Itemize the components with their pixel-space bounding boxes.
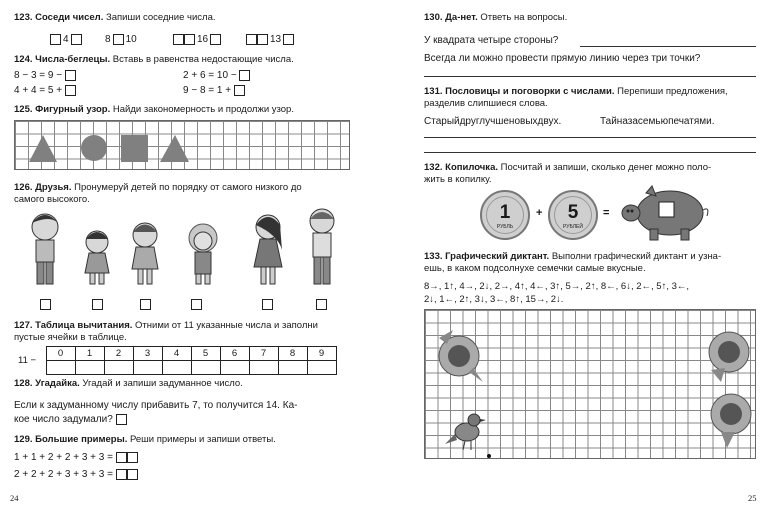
answer-box[interactable] [184, 34, 195, 45]
answer-cell[interactable] [220, 361, 249, 375]
riddle-line-2 [14, 414, 127, 426]
dictation-grid[interactable] [424, 309, 756, 459]
answer-line[interactable] [580, 46, 756, 47]
exercise-number: 133. [424, 251, 443, 262]
exercise-title: Графический диктант. [445, 251, 550, 262]
equation-text: 9 − 8 = 1 + [183, 85, 232, 97]
exercise-127-heading [14, 320, 318, 332]
circle-shape [81, 135, 107, 161]
big-example-2 [14, 469, 138, 481]
equation-text: 1 + 1 + 2 + 2 + 3 + 3 = [14, 452, 113, 464]
exercise-instruction: Перепиши предложения, [617, 86, 728, 97]
start-dot [487, 454, 491, 458]
answer-box[interactable] [246, 34, 257, 45]
equation-1 [14, 70, 76, 82]
exercise-instruction: Запиши соседние числа. [106, 12, 216, 23]
exercise-instruction: Выполни графический диктант и узна- [551, 251, 722, 262]
riddle-line-1 [14, 400, 297, 412]
pattern-shapes [15, 121, 351, 171]
exercise-title: Пословицы и поговорки с числами. [445, 86, 615, 97]
answer-box[interactable] [234, 85, 245, 96]
answer-cell[interactable] [133, 361, 162, 375]
exercise-instruction: Отними от 11 указанные числа и заполни [135, 320, 318, 331]
proverb-2 [600, 116, 715, 128]
big-example-1 [14, 452, 138, 464]
equation-text: 2 + 2 + 2 + 3 + 3 + 3 = [14, 469, 113, 481]
triangle-shape [29, 135, 57, 162]
exercise-number: 124. [14, 54, 33, 65]
exercise-instruction: Угадай и запиши задуманное число. [82, 378, 243, 389]
given-number: 10 [125, 34, 137, 45]
answer-box[interactable] [127, 452, 138, 463]
equation-3 [183, 70, 250, 82]
answer-line[interactable] [424, 137, 756, 138]
exercise-instruction: Найди закономерность и продолжи узор. [112, 104, 294, 115]
answer-box[interactable] [283, 34, 294, 45]
kid-order-box-5[interactable] [262, 299, 273, 310]
exercise-132-line2 [424, 174, 492, 186]
answer-box[interactable] [113, 34, 124, 45]
sunflower-3 [711, 394, 751, 448]
exercise-instruction: ешь, в каком подсолнухе семечки самые вкусные. [424, 263, 646, 274]
exercise-instruction: Вставь в равенства недостающие числа. [112, 54, 294, 65]
exercise-number: 126. [14, 182, 33, 193]
answer-box[interactable] [239, 70, 250, 81]
table-header-cell: 7 [249, 347, 278, 361]
exercise-instruction: Пронумеруй детей по порядку от самого низкого до [74, 182, 302, 193]
kid-1 [32, 214, 58, 284]
table-header-cell: 5 [191, 347, 220, 361]
exercise-instruction: жить в копилку. [424, 174, 492, 185]
exercise-123-heading [14, 12, 216, 24]
exercise-title: Копилочка. [445, 162, 498, 173]
triangle-shape [160, 135, 189, 162]
answer-box[interactable] [71, 34, 82, 45]
equation-text: 4 + 4 = 5 + [14, 85, 63, 97]
exercise-number: 130. [424, 12, 443, 23]
exercise-number: 125. [14, 104, 33, 115]
exercise-128-heading [14, 378, 243, 390]
exercise-title: Фигурный узор. [35, 104, 111, 115]
proverb-text: Старыйдруглучшеновыхдвух. [424, 116, 562, 127]
kid-6 [310, 209, 334, 284]
kids-illustration [20, 205, 350, 297]
neighbor-group-4 [246, 34, 294, 45]
neighbor-group-2 [103, 34, 139, 45]
exercise-title: Числа-беглецы. [35, 54, 111, 65]
square-shape [121, 135, 148, 162]
exercise-133-heading [424, 251, 721, 263]
kid-order-box-6[interactable] [316, 299, 327, 310]
answer-box[interactable] [92, 299, 103, 310]
exercise-125-heading [14, 104, 294, 116]
answer-box[interactable] [116, 414, 127, 425]
question-2 [424, 53, 700, 65]
given-number: 16 [197, 34, 209, 45]
equation-text: 8 − 3 = 9 − [14, 70, 63, 82]
exercise-131-line2 [424, 98, 548, 110]
kid-order-box-1[interactable] [40, 299, 51, 310]
kid-order-box-4[interactable] [191, 299, 202, 310]
coin-label: РУБЛЕЙ [563, 224, 583, 230]
table-answer-row [18, 361, 336, 375]
dictation-line-1 [424, 281, 689, 293]
exercise-title: Друзья. [35, 182, 72, 193]
coin-value: 1 [499, 202, 511, 223]
answer-box[interactable] [659, 202, 674, 217]
kid-4 [189, 224, 217, 284]
dictation-text: 8→, 1↑, 4→, 2↓, 2→, 4↑, 4←, 3↑, 5→, 2↑, 8←, 6↓, 2←, 5↑, 3←, [424, 281, 690, 292]
answer-cell[interactable] [162, 361, 191, 375]
dictation-line-2 [424, 294, 563, 306]
answer-box[interactable] [262, 299, 273, 310]
exercise-132-heading [424, 162, 711, 174]
bird-icon [445, 414, 486, 450]
exercise-133-line2 [424, 263, 646, 275]
riddle-text: Если к задуманному числу прибавить 7, то получится 14. Ка- [14, 400, 298, 411]
table-header-cell: 1 [75, 347, 104, 361]
answer-cell[interactable] [75, 361, 104, 375]
piggy-bank-icon [616, 184, 712, 242]
exercise-number: 129. [14, 434, 33, 445]
coin-value: 5 [567, 202, 579, 223]
kid-2 [85, 231, 109, 284]
exercise-instruction: Реши примеры и запиши ответы. [129, 434, 276, 445]
coin-1-ruble [480, 190, 530, 240]
answer-box[interactable] [140, 299, 151, 310]
answer-box[interactable] [40, 299, 51, 310]
given-number: 13 [270, 34, 282, 45]
exercise-126-heading [14, 182, 302, 194]
coin-label: РУБЛЬ [496, 224, 514, 230]
exercise-number: 127. [14, 320, 33, 331]
answer-line[interactable] [424, 152, 756, 153]
exercise-129-heading [14, 434, 276, 446]
exercise-title: Да-нет. [445, 12, 478, 23]
exercise-instruction: Ответь на вопросы. [480, 12, 568, 23]
equation-2 [14, 85, 76, 97]
exercise-number: 131. [424, 86, 443, 97]
exercise-title: Угадайка. [35, 378, 80, 389]
exercise-number: 123. [14, 12, 33, 23]
proverb-1 [424, 116, 561, 128]
answer-box[interactable] [50, 34, 61, 45]
answer-line[interactable] [424, 76, 756, 77]
answer-cell[interactable] [46, 361, 75, 375]
table-header-cell: 4 [162, 347, 191, 361]
table-header-cell: 9 [307, 347, 336, 361]
answer-cell[interactable] [104, 361, 133, 375]
question-text: Всегда ли можно провести прямую линию через три точки? [424, 53, 701, 64]
exercise-131-heading [424, 86, 728, 98]
page-number: 25 [748, 493, 757, 503]
row-label: 11 − [18, 355, 37, 366]
exercise-title: Соседи чисел. [35, 12, 104, 23]
pattern-grid[interactable] [14, 120, 350, 170]
exercise-title: Большие примеры. [35, 434, 128, 445]
exercise-instruction: самого высокого. [14, 194, 90, 205]
equation-text: 2 + 6 = 10 − [183, 70, 237, 82]
answer-box[interactable] [257, 34, 268, 45]
exercise-instruction: Посчитай и запиши, сколько денег можно поло- [500, 162, 712, 173]
answer-cell[interactable] [307, 361, 336, 375]
kid-5 [254, 215, 282, 284]
exercise-127-line2 [14, 332, 127, 344]
table-header-cell: 0 [46, 347, 75, 361]
question-1 [424, 35, 558, 47]
plus-sign: + [536, 207, 543, 219]
exercise-number: 132. [424, 162, 443, 173]
kid-order-box-3[interactable] [140, 299, 151, 310]
table-header-cell: 3 [133, 347, 162, 361]
answer-cell[interactable] [191, 361, 220, 375]
table-header-row [18, 347, 336, 361]
answer-box[interactable] [65, 85, 76, 96]
given-number: 8 [105, 34, 111, 45]
neighbor-group-1 [50, 34, 82, 45]
sunflower-1 [439, 330, 483, 382]
kid-order-box-2[interactable] [92, 299, 103, 310]
riddle-text: кое число задумали? [14, 414, 113, 426]
equation-4 [183, 85, 245, 97]
answer-box[interactable] [127, 469, 138, 480]
given-number: 4 [63, 34, 69, 45]
subtraction-table [18, 346, 337, 375]
answer-box[interactable] [116, 452, 127, 463]
equals-sign: = [603, 207, 610, 219]
table-header-cell: 2 [104, 347, 133, 361]
dictation-text: 2↓, 1←, 2↑, 3↓, 3←, 8↑, 15→, 2↓. [424, 294, 564, 305]
kid-3 [132, 223, 158, 284]
answer-box[interactable] [65, 70, 76, 81]
exercise-130-heading [424, 12, 567, 24]
answer-box[interactable] [210, 34, 221, 45]
page-number: 24 [10, 493, 19, 503]
answer-box[interactable] [173, 34, 184, 45]
neighbor-group-3 [173, 34, 221, 45]
proverb-text: Тайназасемьюпечатями. [600, 116, 715, 127]
coin-5-rubles [548, 190, 598, 240]
exercise-title: Таблица вычитания. [35, 320, 133, 331]
sunflower-2 [709, 332, 749, 382]
answer-cell[interactable] [278, 361, 307, 375]
answer-box[interactable] [191, 299, 202, 310]
exercise-instruction: разделив слипшиеся слова. [424, 98, 548, 109]
grid-illustrations [425, 310, 757, 460]
table-header-cell: 8 [278, 347, 307, 361]
question-text: У квадрата четыре стороны? [424, 35, 559, 46]
exercise-instruction: пустые ячейки в таблице. [14, 332, 127, 343]
answer-box[interactable] [316, 299, 327, 310]
answer-box[interactable] [116, 469, 127, 480]
table-header-cell: 6 [220, 347, 249, 361]
answer-cell[interactable] [249, 361, 278, 375]
exercise-number: 128. [14, 378, 33, 389]
exercise-124-heading [14, 54, 294, 66]
